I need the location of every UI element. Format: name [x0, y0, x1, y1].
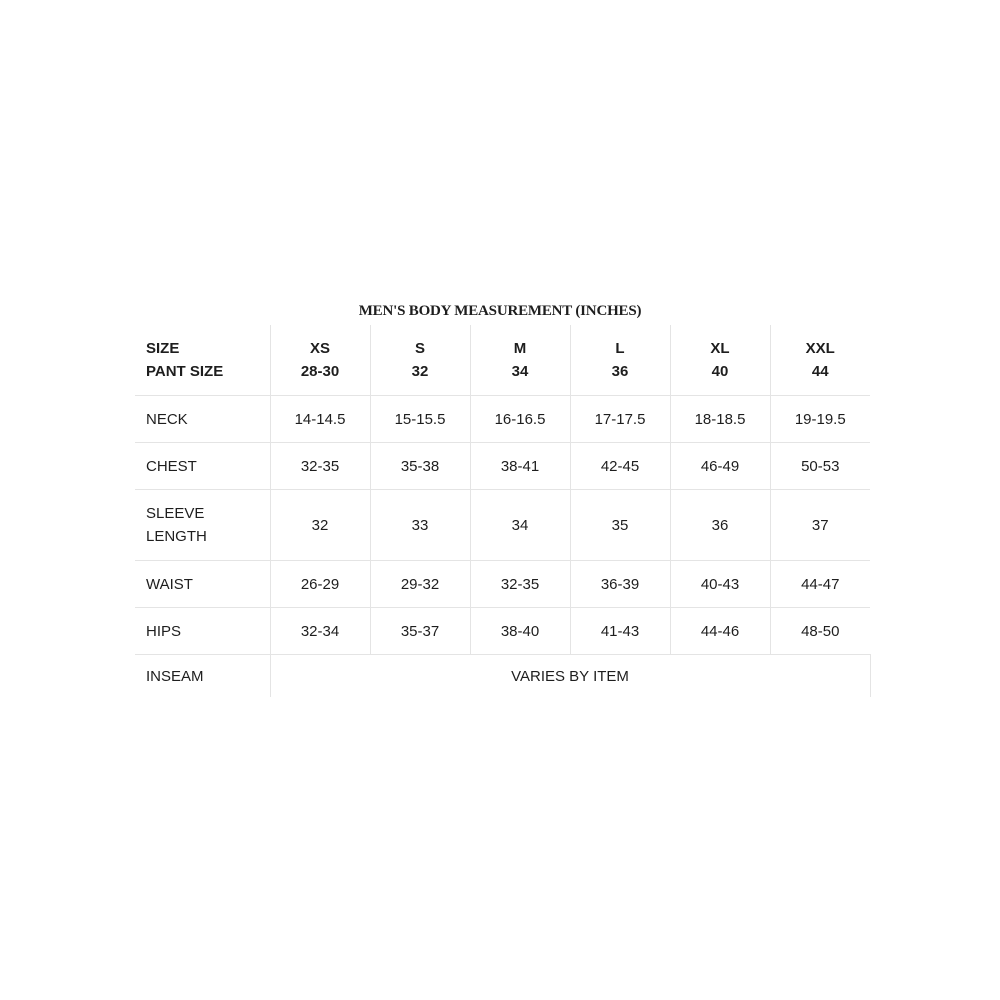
measurement-cell: 15-15.5	[370, 396, 470, 443]
measurement-cell: 50-53	[770, 443, 870, 490]
measurement-cell: 48-50	[770, 608, 870, 655]
measurement-cell: 35-37	[370, 608, 470, 655]
measurement-cell: 44-46	[670, 608, 770, 655]
pant-size-value: 32	[411, 363, 429, 380]
size-name: XXL	[805, 340, 835, 357]
header-label-cell	[135, 325, 270, 396]
measurement-cell: 35-38	[370, 443, 470, 490]
size-name: S	[414, 340, 425, 357]
table-row-sleeve-length	[135, 490, 870, 561]
table-row-inseam	[135, 655, 870, 698]
row-label-line: SLEEVE	[146, 505, 205, 522]
measurement-cell: 29-32	[370, 561, 470, 608]
measurement-cell: 26-29	[270, 561, 370, 608]
measurement-cell: 35	[570, 490, 670, 561]
row-label: CHEST	[135, 443, 270, 490]
size-name: XS	[309, 340, 330, 357]
pant-size-label: PANT SIZE	[146, 363, 224, 380]
size-column-header	[270, 325, 370, 396]
measurement-cell: 18-18.5	[670, 396, 770, 443]
pant-size-value: 40	[711, 363, 729, 380]
measurement-cell: 33	[370, 490, 470, 561]
inseam-value-cell: VARIES BY ITEM	[270, 655, 870, 698]
size-column-header	[570, 325, 670, 396]
size-name: L	[615, 340, 625, 357]
measurement-cell: 32	[270, 490, 370, 561]
size-column-header	[370, 325, 470, 396]
size-column-header	[470, 325, 570, 396]
size-column-header	[670, 325, 770, 396]
row-label: NECK	[135, 396, 270, 443]
measurement-cell: 36	[670, 490, 770, 561]
measurement-cell: 32-35	[270, 443, 370, 490]
measurement-cell: 42-45	[570, 443, 670, 490]
size-chart-table	[135, 325, 871, 697]
table-row-waist	[135, 561, 870, 608]
size-label: SIZE	[146, 340, 180, 357]
row-label-line: LENGTH	[146, 528, 207, 545]
measurement-cell: 36-39	[570, 561, 670, 608]
pant-size-value: 28-30	[300, 363, 340, 380]
size-column-header	[770, 325, 870, 396]
measurement-cell: 37	[770, 490, 870, 561]
table-title: MEN'S BODY MEASUREMENT (INCHES)	[358, 303, 642, 319]
measurement-cell: 19-19.5	[770, 396, 870, 443]
table-row-neck	[135, 396, 870, 443]
row-label: WAIST	[135, 561, 270, 608]
measurement-cell: 34	[470, 490, 570, 561]
measurement-cell: 40-43	[670, 561, 770, 608]
measurement-cell: 38-41	[470, 443, 570, 490]
measurement-cell: 41-43	[570, 608, 670, 655]
header-row	[135, 325, 870, 396]
measurement-cell: 16-16.5	[470, 396, 570, 443]
size-name: M	[513, 340, 527, 357]
measurement-cell: 17-17.5	[570, 396, 670, 443]
table-row-hips	[135, 608, 870, 655]
measurement-cell: 14-14.5	[270, 396, 370, 443]
pant-size-value: 36	[611, 363, 629, 380]
measurement-cell: 32-34	[270, 608, 370, 655]
measurement-cell: 32-35	[470, 561, 570, 608]
measurement-cell: 46-49	[670, 443, 770, 490]
measurement-cell: 44-47	[770, 561, 870, 608]
table-row-chest	[135, 443, 870, 490]
pant-size-value: 34	[511, 363, 529, 380]
pant-size-value: 44	[811, 363, 829, 380]
row-label	[135, 490, 270, 561]
row-label: INSEAM	[146, 667, 204, 685]
size-name: XL	[710, 340, 730, 357]
measurement-cell: 38-40	[470, 608, 570, 655]
row-label: HIPS	[135, 608, 270, 655]
